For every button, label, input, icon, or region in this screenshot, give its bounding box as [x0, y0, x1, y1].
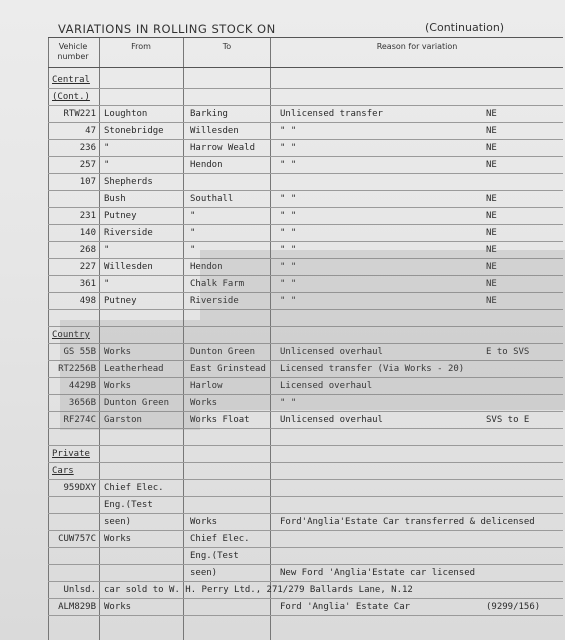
reason-cell: " ": [280, 262, 297, 272]
table-row: [0, 191, 565, 207]
section-label: Private: [52, 449, 90, 459]
document-title: VARIATIONS IN ROLLING STOCK ON: [58, 22, 276, 36]
table-row: [0, 361, 565, 377]
vehicle-number-cell: Unlsd.: [63, 585, 96, 595]
table-row: [0, 242, 565, 258]
status-cell: NE: [486, 245, 497, 255]
from-cell: ": [104, 279, 110, 289]
table-row: [0, 582, 565, 598]
from-cell: Loughton: [104, 109, 148, 119]
table-row: [0, 480, 565, 496]
to-cell: Hendon: [190, 160, 223, 170]
table-row: [0, 412, 565, 428]
to-cell: ": [190, 245, 196, 255]
from-cell: Works: [104, 534, 132, 544]
table-row: [0, 599, 565, 615]
reason-cell: " ": [280, 279, 297, 289]
table-row: [0, 259, 565, 275]
vehicle-number-cell: 3656B: [68, 398, 96, 408]
status-cell: NE: [486, 109, 497, 119]
to-cell: ": [190, 228, 196, 238]
to-cell: Willesden: [190, 126, 239, 136]
from-cell: Works: [104, 381, 132, 391]
from-cell: Dunton Green: [104, 398, 170, 408]
reason-cell: Unlicensed overhaul: [280, 415, 383, 425]
status-cell: (9299/156): [486, 602, 541, 612]
reason-cell: Ford 'Anglia' Estate Car: [280, 602, 411, 612]
table-row: [0, 174, 565, 190]
vehicle-number-cell: 268: [79, 245, 96, 255]
table-row: [0, 429, 565, 445]
to-cell: Works Float: [190, 415, 250, 425]
table-row: [0, 276, 565, 292]
vehicle-number-cell: 236: [79, 143, 96, 153]
vehicle-number-cell: 227: [79, 262, 96, 272]
table-row: [0, 531, 565, 547]
status-cell: NE: [486, 296, 497, 306]
from-cell: ": [104, 143, 110, 153]
from-cell: ": [104, 160, 110, 170]
from-cell: Works: [104, 347, 132, 357]
vehicle-number-cell: 4429B: [68, 381, 96, 391]
section-heading-row: [0, 72, 565, 88]
reason-cell: Licensed transfer (Via Works - 20): [280, 364, 465, 374]
reason-cell: " ": [280, 228, 297, 238]
column-header-reason: Reason for variation: [376, 42, 458, 51]
table-row: [0, 395, 565, 411]
status-cell: E to SVS: [486, 347, 530, 357]
from-cell: Works: [104, 602, 132, 612]
status-cell: NE: [486, 211, 497, 221]
reason-cell: " ": [280, 211, 297, 221]
table-row: [0, 497, 565, 513]
status-cell: NE: [486, 160, 497, 170]
header-bottom-rule: [48, 67, 563, 68]
section-label: Central: [52, 75, 90, 85]
from-cell: seen): [104, 517, 132, 527]
table-row: [0, 225, 565, 241]
from-cell: Garston: [104, 415, 142, 425]
vehicle-number-cell: 959DXY: [63, 483, 96, 493]
vehicle-number-cell: 361: [79, 279, 96, 289]
table-row: [0, 293, 565, 309]
from-cell: Stonebridge: [104, 126, 164, 136]
status-cell: SVS to E: [486, 415, 530, 425]
vehicle-number-cell: GS 55B: [63, 347, 96, 357]
to-cell: Barking: [190, 109, 228, 119]
table-row: [0, 514, 565, 530]
reason-cell: " ": [280, 245, 297, 255]
reason-cell: Unlicensed transfer: [280, 109, 383, 119]
column-header-from: From: [131, 42, 151, 51]
vehicle-number-cell: RF274C: [63, 415, 96, 425]
reason-cell: Licensed overhaul: [280, 381, 373, 391]
column-header-to: To: [222, 42, 232, 51]
reason-cell: " ": [280, 143, 297, 153]
to-cell: Southall: [190, 194, 234, 204]
status-cell: NE: [486, 194, 497, 204]
table-row: [0, 123, 565, 139]
vehicle-number-cell: 498: [79, 296, 96, 306]
column-header-vehicle: Vehicle number: [57, 42, 89, 61]
reason-cell: Ford'Anglia'Estate Car transferred & delicensed: [280, 517, 535, 527]
continuation-label: (Continuation): [425, 21, 505, 34]
vehicle-number-cell: 47: [85, 126, 96, 136]
reason-cell: " ": [280, 126, 297, 136]
from-cell: Shepherds: [104, 177, 153, 187]
table-row: [0, 565, 565, 581]
from-cell: car sold to W. H. Perry Ltd., 271/279 Ballards Lane, N.12: [104, 585, 413, 595]
from-cell: Putney: [104, 296, 137, 306]
to-cell: Harrow Weald: [190, 143, 256, 153]
vehicle-number-cell: 140: [79, 228, 96, 238]
vehicle-number-cell: 107: [79, 177, 96, 187]
section-label: Country: [52, 330, 90, 340]
section-heading-row: [0, 89, 565, 105]
from-cell: Riverside: [104, 228, 153, 238]
from-cell: Chief Elec.: [104, 483, 164, 493]
from-cell: Leatherhead: [104, 364, 164, 374]
vehicle-number-cell: 231: [79, 211, 96, 221]
table-row: [0, 310, 565, 326]
status-cell: NE: [486, 228, 497, 238]
vehicle-number-cell: RT2256B: [58, 364, 96, 374]
from-cell: ": [104, 245, 110, 255]
from-cell: Bush: [104, 194, 126, 204]
section-heading-row: [0, 446, 565, 462]
status-cell: NE: [486, 262, 497, 272]
table-row: [0, 378, 565, 394]
to-cell: Harlow: [190, 381, 223, 391]
table-row: [0, 106, 565, 122]
table-top-rule: [48, 37, 563, 38]
table-row: [0, 208, 565, 224]
from-cell: Willesden: [104, 262, 153, 272]
vehicle-number-cell: CUW757C: [58, 534, 96, 544]
reason-cell: New Ford 'Anglia'Estate car licensed: [280, 568, 476, 578]
vehicle-number-cell: 257: [79, 160, 96, 170]
to-cell: Works: [190, 517, 218, 527]
to-cell: Hendon: [190, 262, 223, 272]
reason-cell: Unlicensed overhaul: [280, 347, 383, 357]
vehicle-number-cell: RTW221: [63, 109, 96, 119]
to-cell: Dunton Green: [190, 347, 256, 357]
to-cell: Works: [190, 398, 218, 408]
from-cell: Putney: [104, 211, 137, 221]
from-cell: Eng.(Test: [104, 500, 153, 510]
status-cell: NE: [486, 279, 497, 289]
reason-cell: " ": [280, 160, 297, 170]
reason-cell: " ": [280, 398, 297, 408]
section-label: (Cont.): [52, 92, 90, 102]
table-row: [0, 140, 565, 156]
table-row: [0, 344, 565, 360]
to-cell: ": [190, 211, 196, 221]
status-cell: NE: [486, 126, 497, 136]
to-cell: seen): [190, 568, 218, 578]
table-row: [0, 157, 565, 173]
to-cell: Eng.(Test: [190, 551, 239, 561]
to-cell: Chief Elec.: [190, 534, 250, 544]
reason-cell: " ": [280, 296, 297, 306]
status-cell: NE: [486, 143, 497, 153]
vehicle-number-cell: ALM829B: [58, 602, 96, 612]
to-cell: East Grinstead: [190, 364, 266, 374]
table-row: [0, 548, 565, 564]
section-heading-row: [0, 327, 565, 343]
to-cell: Chalk Farm: [190, 279, 245, 289]
to-cell: Riverside: [190, 296, 239, 306]
section-label: Cars: [52, 466, 74, 476]
reason-cell: " ": [280, 194, 297, 204]
section-heading-row: [0, 463, 565, 479]
row-rule: [48, 615, 563, 616]
